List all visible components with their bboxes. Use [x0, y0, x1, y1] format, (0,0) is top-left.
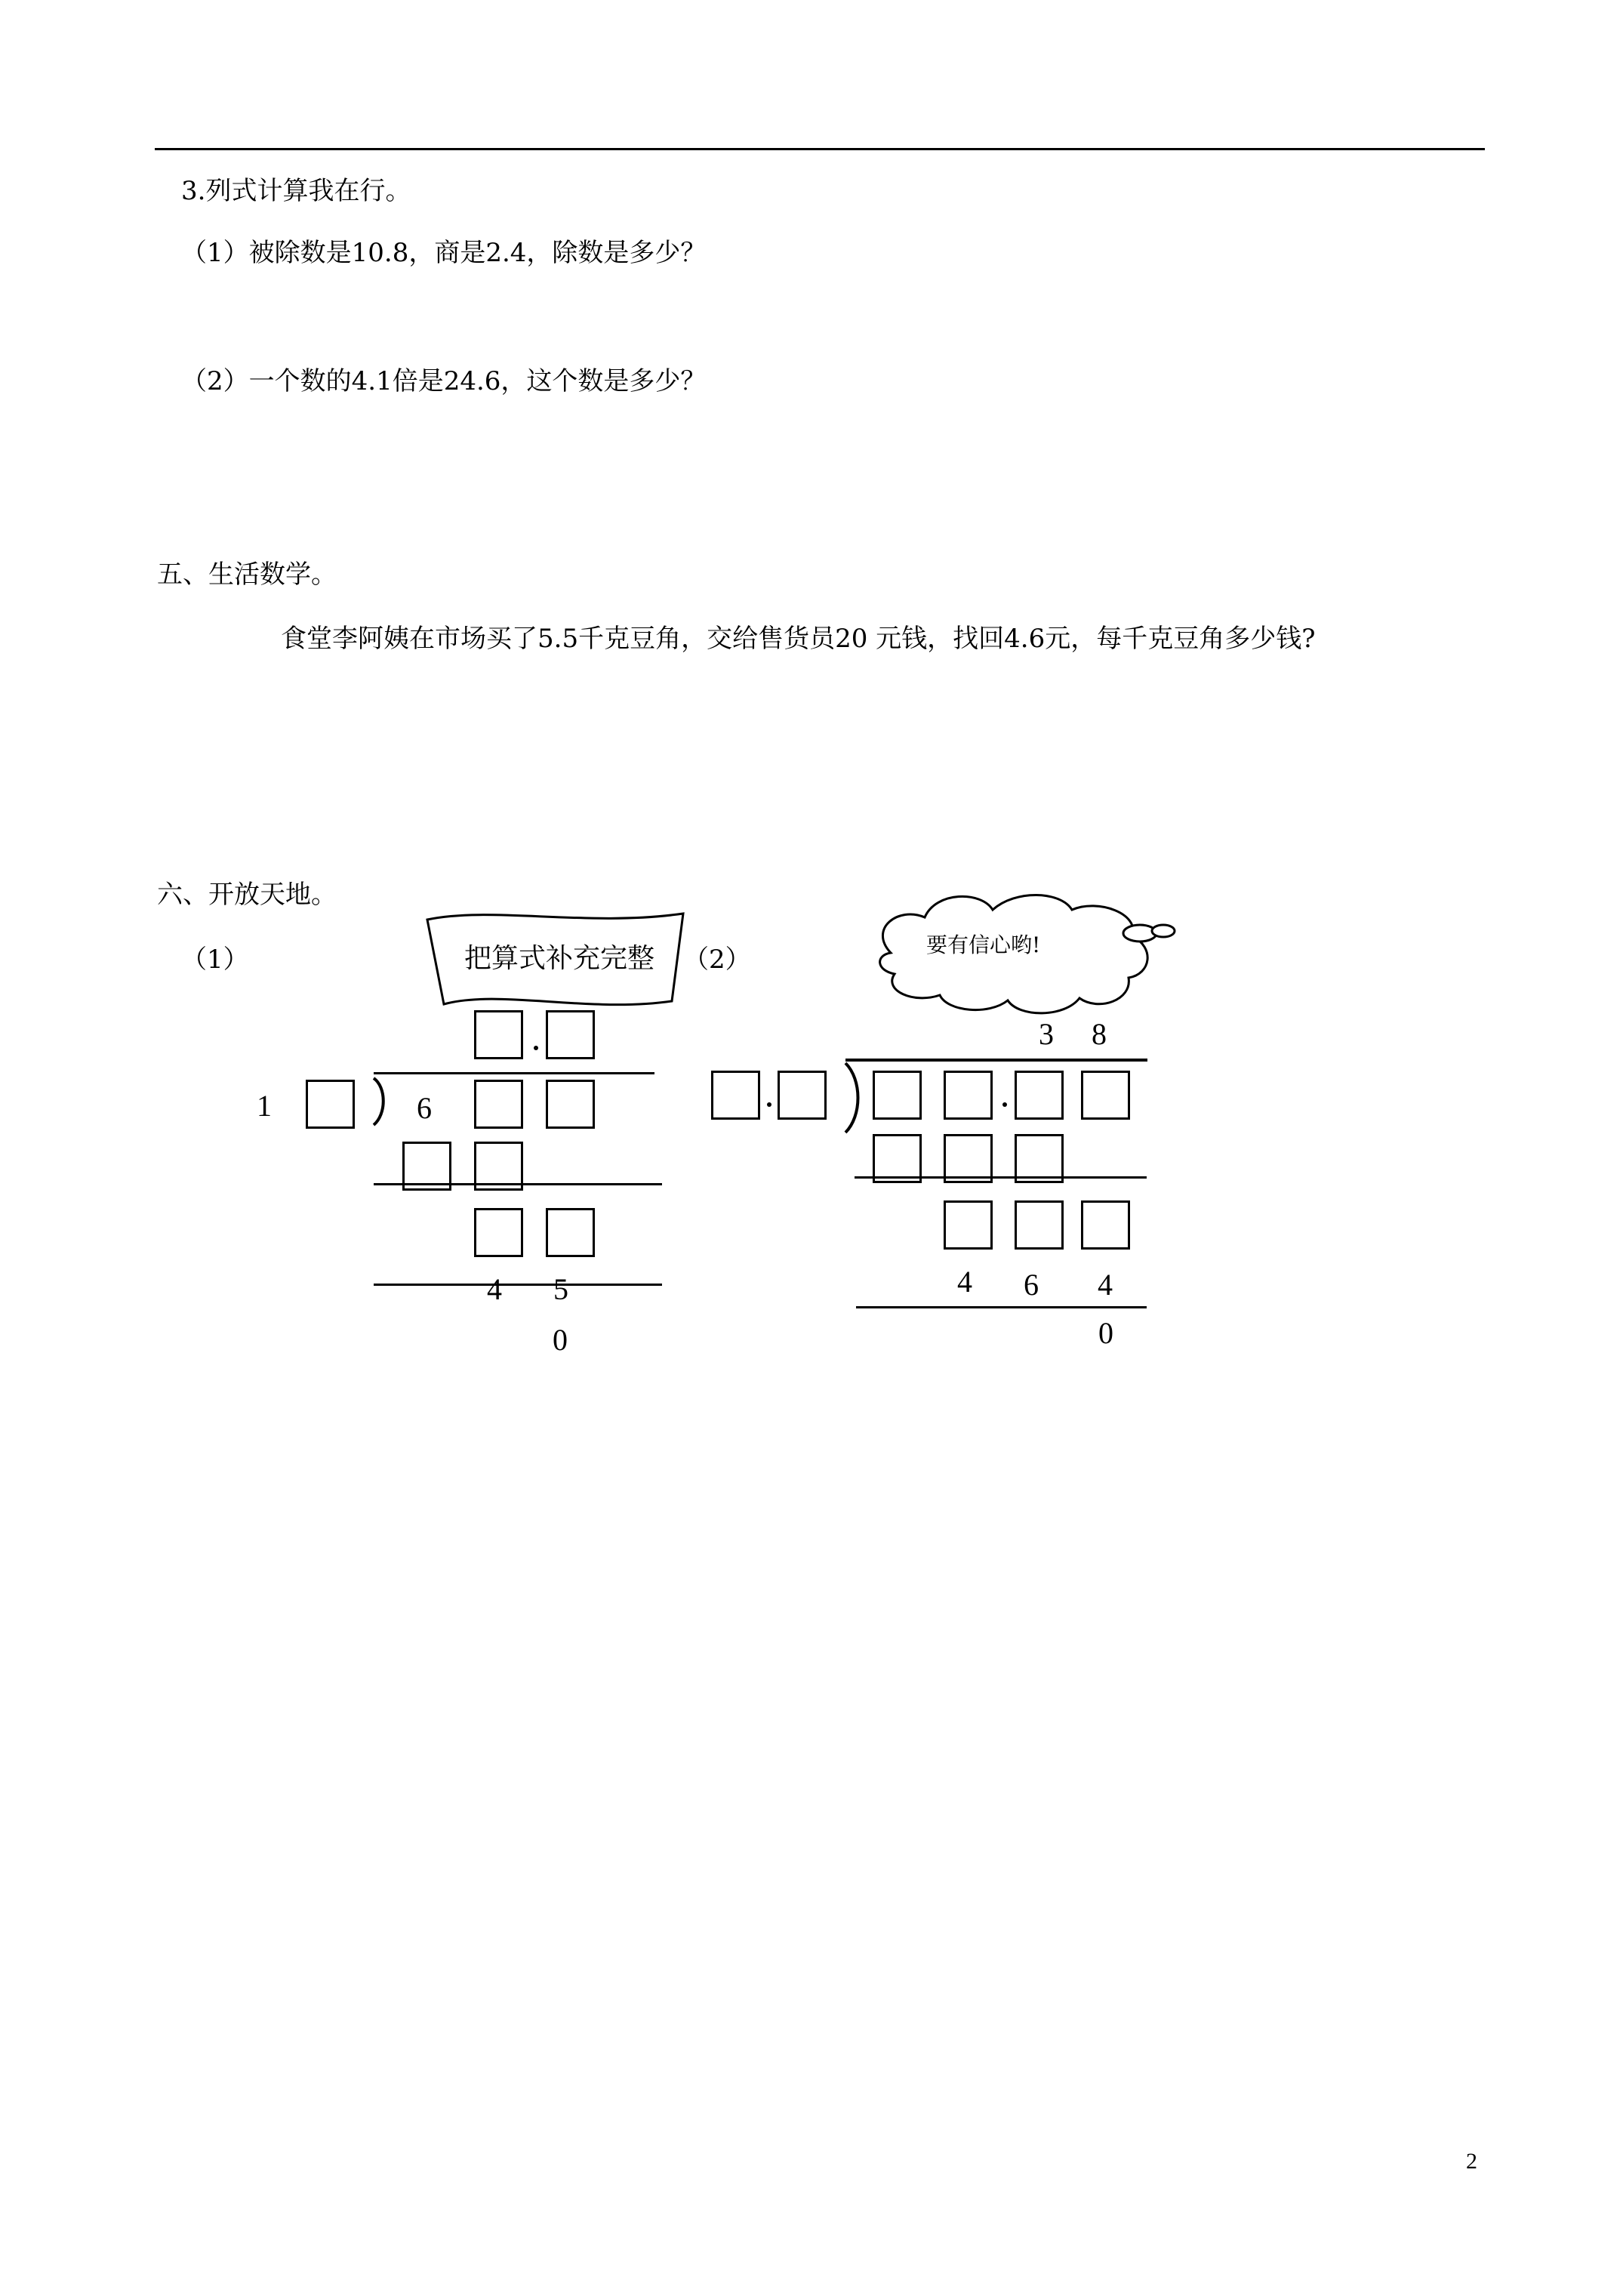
decimal-point: [767, 1102, 771, 1107]
product-digit: 4: [487, 1272, 502, 1306]
cloud-text: 要有信心哟!: [926, 932, 1041, 957]
page-number: 2: [1466, 2149, 1477, 2174]
final-remainder: 0: [553, 1323, 568, 1357]
division-bar: [374, 1072, 654, 1074]
decimal-point: [1002, 1102, 1007, 1107]
subtraction-line: [374, 1183, 662, 1185]
quotient-box[interactable]: [474, 1010, 523, 1059]
division-bracket-2: [845, 1063, 858, 1133]
section6-heading: 六、开放天地。: [157, 880, 337, 910]
remainder-box[interactable]: [1015, 1200, 1064, 1250]
puzzle-label-1: （1）: [181, 945, 249, 975]
remainder-box[interactable]: [944, 1200, 993, 1250]
section3-question-2: （2）一个数的4.1倍是24.6，这个数是多少？: [181, 366, 707, 396]
dividend-box[interactable]: [546, 1080, 595, 1129]
divisor-digit: 1: [257, 1089, 272, 1123]
subtraction-line: [856, 1306, 1147, 1308]
dividend-box[interactable]: [1015, 1071, 1064, 1120]
decimal-point: [534, 1046, 538, 1050]
subtraction-line: [855, 1176, 1147, 1179]
division-bracket-1: [374, 1078, 383, 1125]
thought-bubble-small-icon: [1152, 925, 1175, 937]
quotient-digit: 8: [1092, 1017, 1107, 1051]
section3-question-1: （1）被除数是10.8，商是2.4，除数是多少？: [181, 238, 707, 268]
divisor-box[interactable]: [306, 1080, 355, 1129]
puzzle-label-2: （2）: [683, 945, 751, 975]
dividend-box[interactable]: [474, 1080, 523, 1129]
product-digit: 6: [1024, 1268, 1039, 1302]
divisor-box[interactable]: [778, 1071, 827, 1120]
dividend-box[interactable]: [873, 1071, 922, 1120]
quotient-digit: 3: [1039, 1017, 1054, 1051]
product-digit: 4: [1098, 1268, 1113, 1302]
remainder-box[interactable]: [474, 1208, 523, 1257]
dividend-box[interactable]: [944, 1071, 993, 1120]
final-remainder: 0: [1098, 1316, 1113, 1350]
section3-heading: 3.列式计算我在行。: [181, 176, 411, 206]
dividend-box[interactable]: [1081, 1071, 1130, 1120]
dividend-digit: 6: [417, 1091, 432, 1125]
subtraction-line: [374, 1284, 662, 1286]
remainder-box[interactable]: [1081, 1200, 1130, 1250]
section5-problem: 食堂李阿姨在市场买了5.5千克豆角，交给售货员20 元钱，找回4.6元，每千克豆角多少钱?: [281, 624, 1316, 654]
remainder-box[interactable]: [546, 1208, 595, 1257]
section5-heading: 五、生活数学。: [157, 559, 337, 590]
banner-text: 把算式补充完整: [464, 943, 655, 974]
division-bar: [845, 1059, 1147, 1062]
product-digit: 5: [553, 1272, 568, 1306]
quotient-box[interactable]: [546, 1010, 595, 1059]
divisor-box[interactable]: [711, 1071, 760, 1120]
product-digit: 4: [957, 1265, 972, 1299]
